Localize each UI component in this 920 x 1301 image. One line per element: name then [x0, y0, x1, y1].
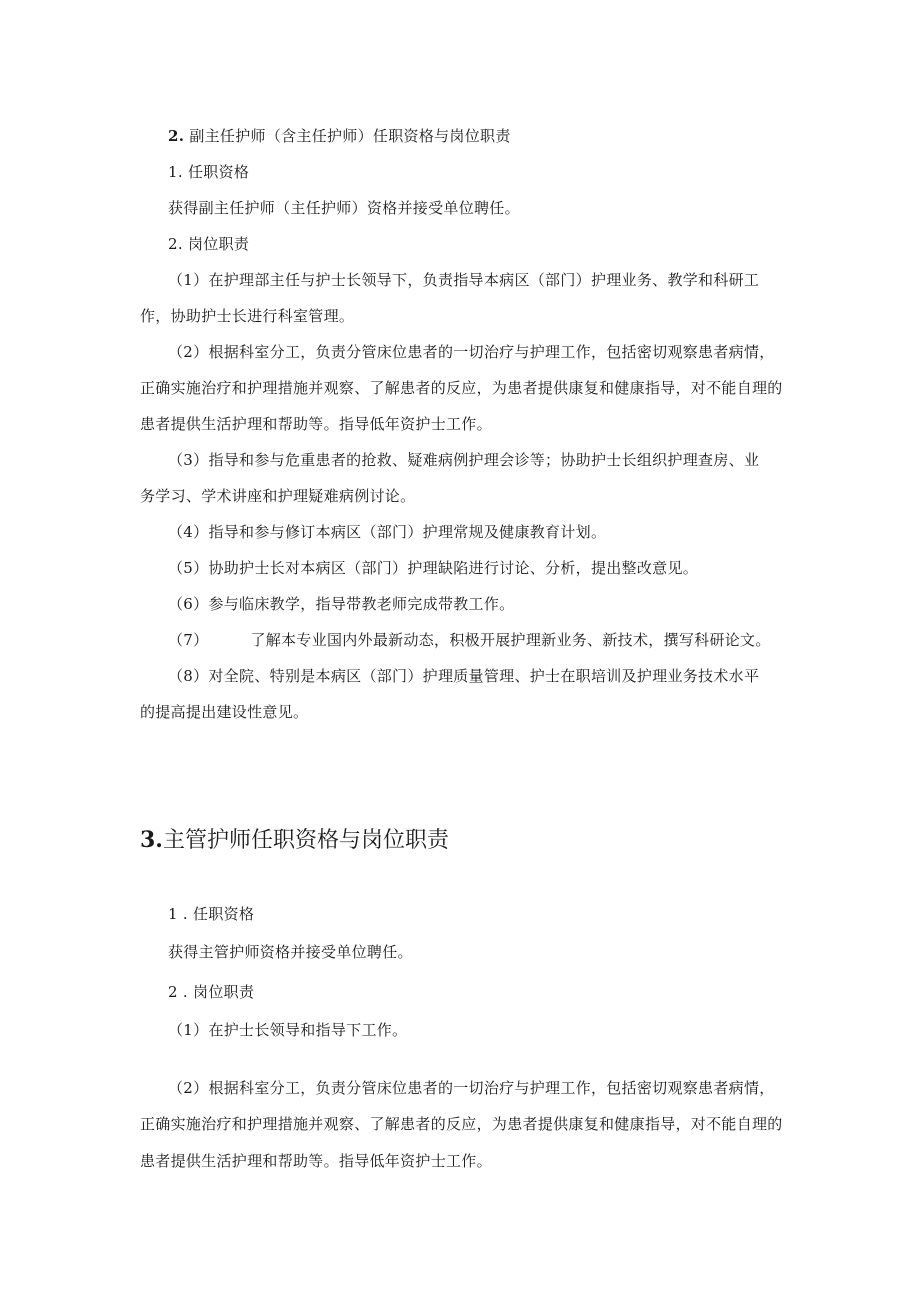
section-2-duty-heading: 2. 岗位职责: [168, 235, 250, 253]
section-3-qualification-heading: 1 . 任职资格: [168, 905, 255, 923]
section-2-duty-7: [168, 630, 771, 650]
section-2-duty-7-text: 了解本专业国内外最新动态，积极开展护理新业务、新技术，撰写科研论文。: [250, 631, 771, 649]
section-2-duty-5: （5）协助护士长对本病区（部门）护理缺陷进行讨论、分析，提出整改意见。: [168, 559, 699, 577]
section-2-duty-2-line-1: （2）根据科室分工，负责分管床位患者的一切治疗与护理工作，包括密切观察患者病情，: [168, 343, 775, 361]
section-2-title-text: 副主任护师（含主任护师）任职资格与岗位职责: [184, 127, 511, 145]
section-2-duty-2-line-2: 正确实施治疗和护理措施并观察、了解患者的反应，为患者提供康复和健康指导，对不能自理的: [140, 379, 783, 397]
section-3-title-text: 主管护师任职资格与岗位职责: [162, 828, 449, 853]
section-2-title: [168, 126, 511, 146]
section-3-duty-2-line-1: （2）根据科室分工，负责分管床位患者的一切治疗与护理工作，包括密切观察患者病情，: [168, 1079, 775, 1097]
section-2-duty-1-line-2: 作，协助护士长进行科室管理。: [140, 307, 355, 325]
section-3-duty-heading: 2 . 岗位职责: [168, 983, 255, 1001]
section-2-duty-8-line-2: 的提高提出建设性意见。: [140, 703, 309, 721]
section-2-duty-2-line-3: 患者提供生活护理和帮助等。指导低年资护士工作。: [140, 415, 492, 433]
section-2-duty-4: （4）指导和参与修订本病区（部门）护理常规及健康教育计划。: [168, 523, 607, 541]
section-2-duty-6: （6）参与临床教学，指导带教老师完成带教工作。: [168, 595, 515, 613]
section-3-qualification-text: 获得主管护师资格并接受单位聘任。: [168, 943, 413, 961]
section-2-number: 2.: [168, 127, 185, 145]
section-2-duty-1-line-1: （1）在护理部主任与护士长领导下，负责指导本病区（部门）护理业务、教学和科研工: [168, 271, 760, 289]
section-3-duty-2-line-2: 正确实施治疗和护理措施并观察、了解患者的反应，为患者提供康复和健康指导，对不能自理的: [140, 1115, 783, 1133]
section-2-duty-7-number: （7）: [168, 631, 209, 649]
section-2-qualification-heading: 1. 任职资格: [168, 163, 250, 181]
section-3-number: 3.: [140, 827, 163, 853]
section-3-duty-1: （1）在护士长领导和指导下工作。: [168, 1021, 408, 1039]
section-2-duty-3-line-2: 务学习、学术讲座和护理疑难病例讨论。: [140, 487, 416, 505]
section-2-duty-8-line-1: （8）对全院、特别是本病区（部门）护理质量管理、护士在职培训及护理业务技术水平: [168, 667, 760, 685]
section-3-duty-2-line-3: 患者提供生活护理和帮助等。指导低年资护士工作。: [140, 1152, 492, 1170]
section-3-title: [140, 826, 449, 855]
section-2-duty-3-line-1: （3）指导和参与危重患者的抢救、疑难病例护理会诊等；协助护士长组织护理查房、业: [168, 451, 760, 469]
section-2-qualification-text: 获得副主任护师（主任护师）资格并接受单位聘任。: [168, 199, 520, 217]
